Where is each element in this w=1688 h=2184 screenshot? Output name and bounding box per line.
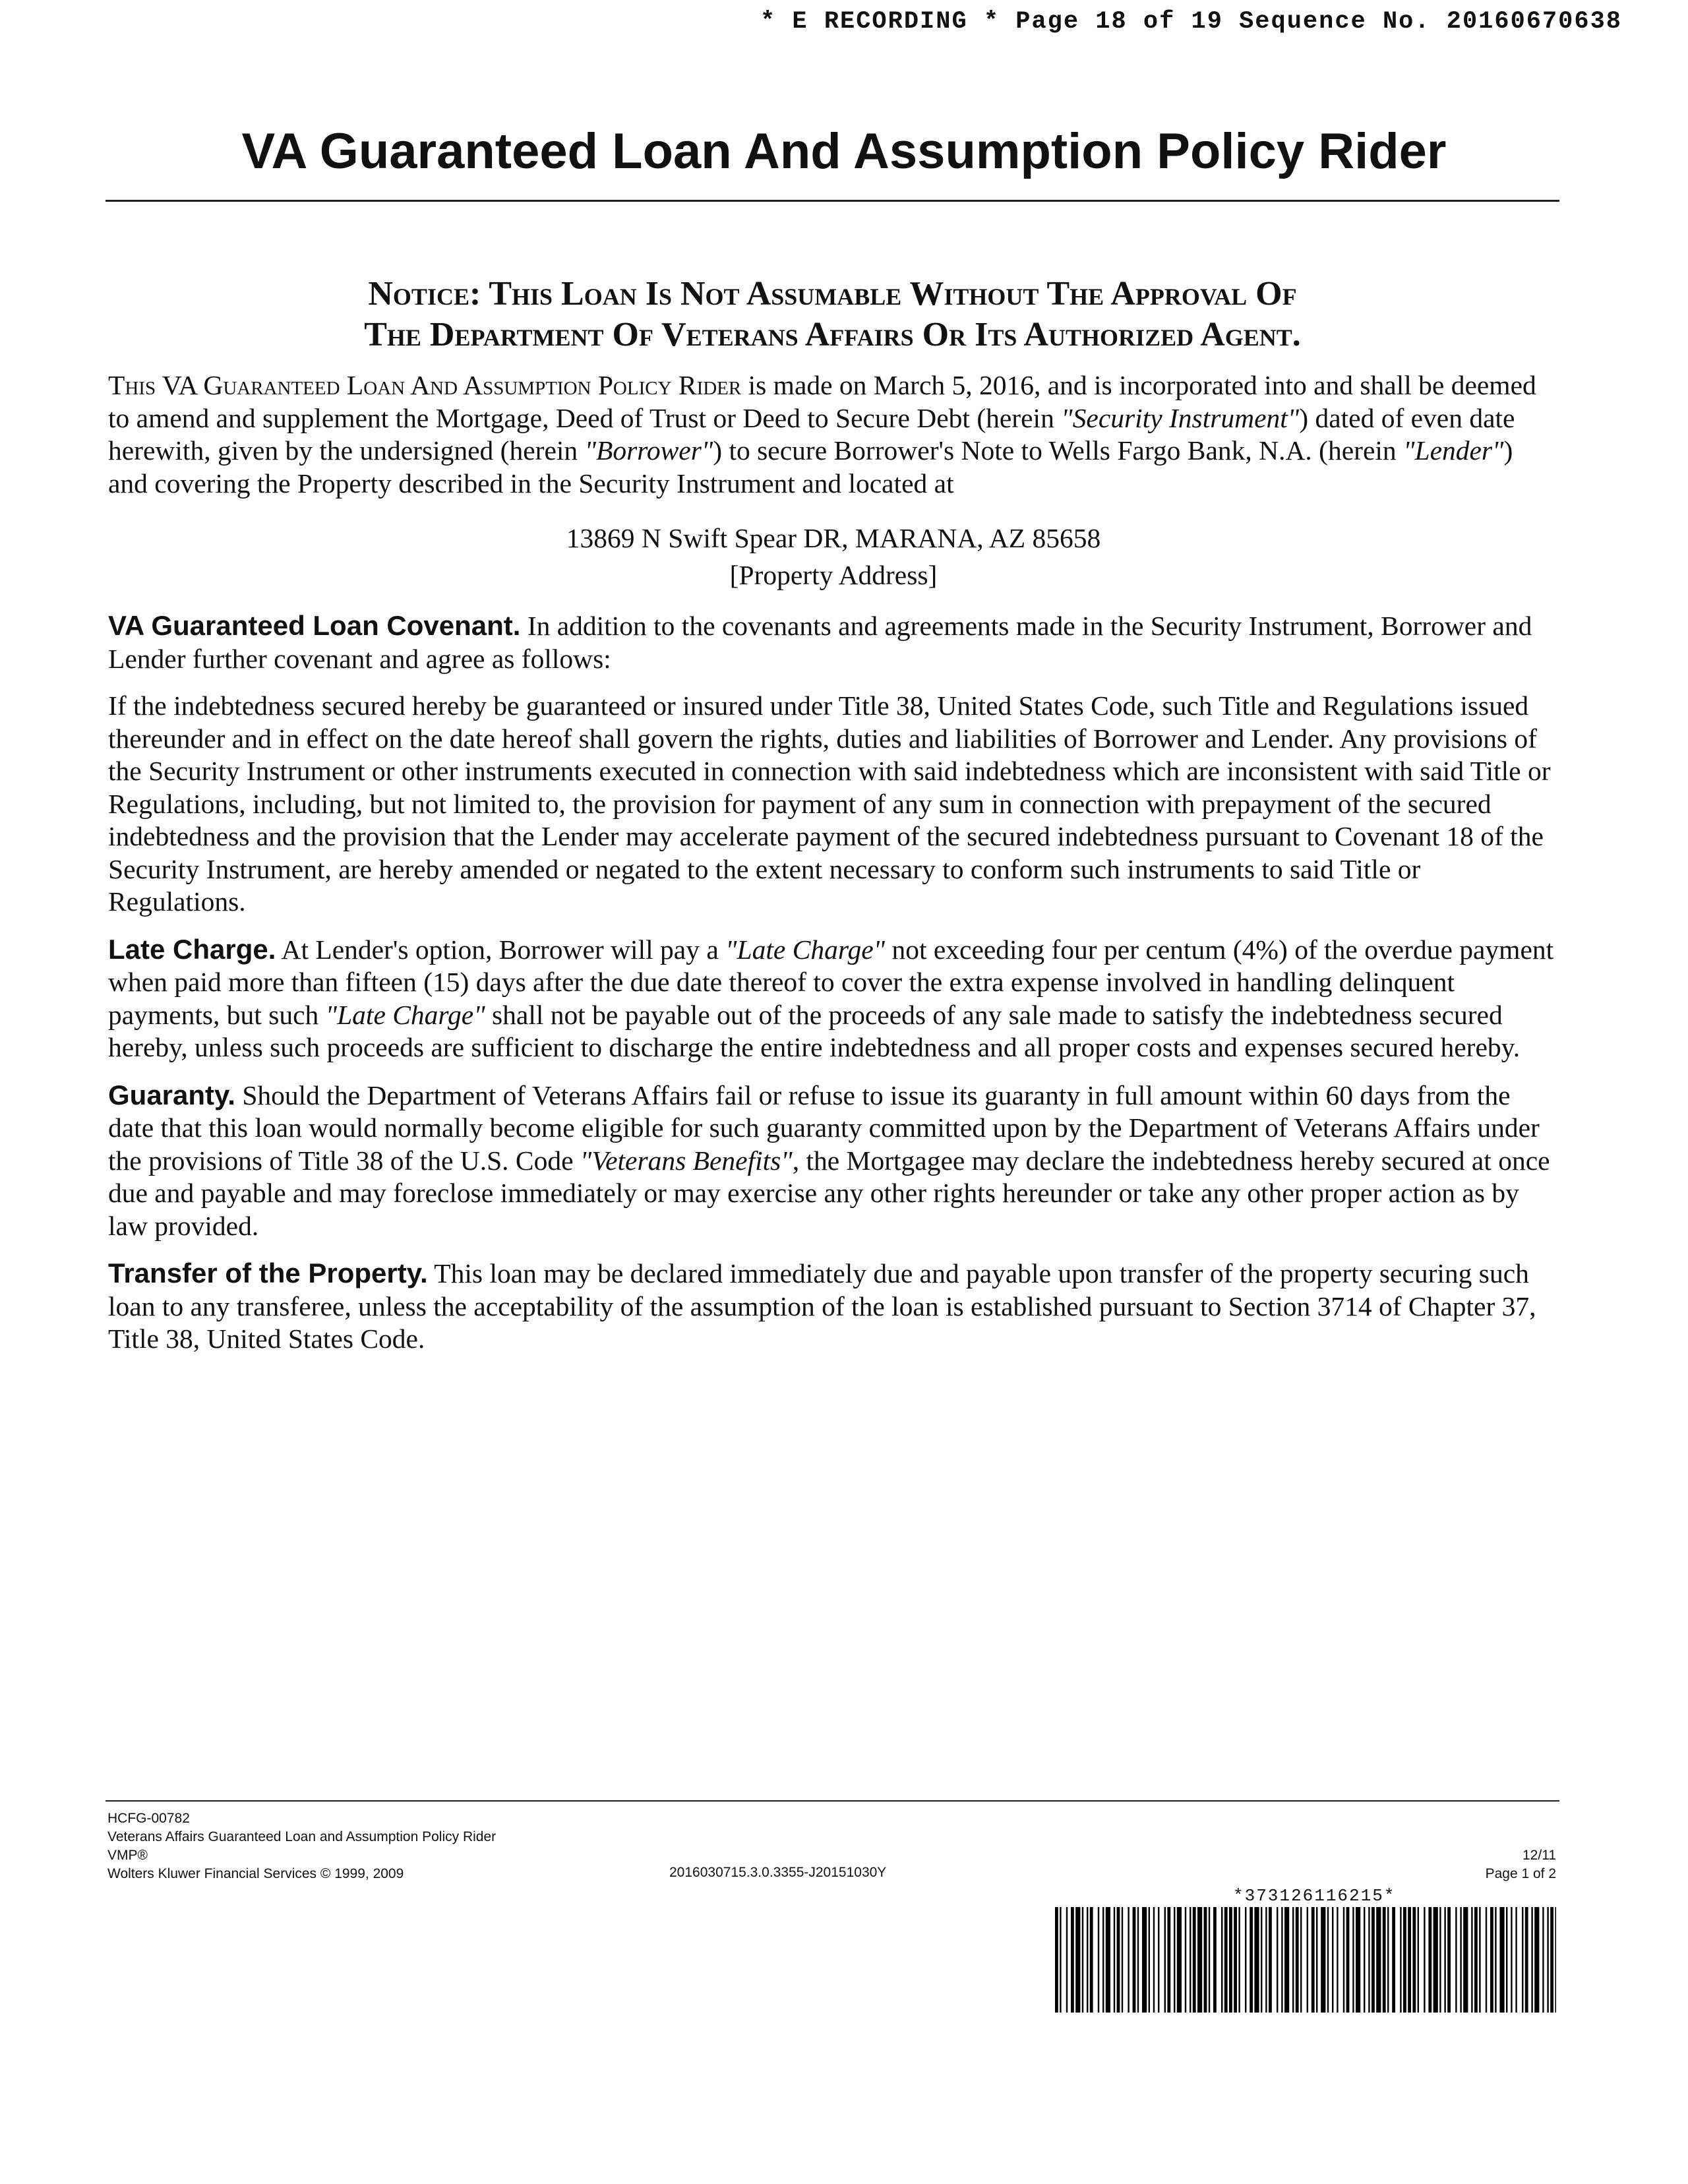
barcode-bar xyxy=(1245,1907,1246,2013)
intro-term-security-instrument: "Security Instrument" xyxy=(1061,402,1300,433)
barcode-bar xyxy=(1296,1907,1299,2013)
barcode-bar xyxy=(1167,1907,1170,2013)
barcode-bar xyxy=(1499,1907,1504,2013)
barcode-bar xyxy=(1444,1907,1445,2013)
barcode-bar xyxy=(1261,1907,1262,2013)
barcode-bar xyxy=(1534,1907,1539,2013)
recording-header: * E RECORDING * Page 18 of 19 Sequence No. 20160670638 xyxy=(760,8,1622,36)
barcode-bar xyxy=(1114,1907,1115,2013)
late-charge-term-1: "Late Charge" xyxy=(725,934,886,965)
late-charge-term-2: "Late Charge" xyxy=(325,999,485,1030)
barcode-bar xyxy=(1403,1907,1406,2013)
barcode-bar xyxy=(1250,1907,1253,2013)
barcode-bar xyxy=(1158,1907,1159,2013)
barcode-bar xyxy=(1542,1907,1544,2013)
intro-text-1: is made on March 5, 2016, and is incorporated into and shall be deemed to amend and supplement the Mortgage, Deed of Trust or Deed to Secure Debt (herein xyxy=(108,370,1536,433)
barcode-bar xyxy=(1122,1907,1123,2013)
barcode-bar xyxy=(1066,1907,1068,2013)
notice-line-2: The Department Of Veterans Affairs Or Its Authorized Agent. xyxy=(364,316,1301,353)
form-revision: 12/11 xyxy=(1522,1848,1556,1863)
footer-form-info xyxy=(107,1809,496,1883)
barcode-bar xyxy=(1511,1907,1512,2013)
barcode-bar xyxy=(1221,1907,1222,2013)
indebtedness-paragraph: If the indebtedness secured hereby be guaranteed or insured under Title 38, United States Code, such Title and Regulations issued thereunder and in effect on the date hereof shall govern the rights, duties and liabilities of Borrower and Lender. Any provisions of the Security Instrument or other instruments executed in connection with said indebtedness which are inconsistent with said Title or Regulations, including, but not limited to, the provision for payment of any sum in connection with prepayment of the secured indebtedness and the provision that the Lender may accelerate payment of the secured indebtedness pursuant to Covenant 18 of the Security Instrument, are hereby amended or negated to the extent necessary to conform such instruments to said Title or Regulations. xyxy=(108,690,1551,917)
barcode-bar xyxy=(1234,1907,1237,2013)
barcode-bar xyxy=(1142,1907,1147,2013)
transfer-paragraph xyxy=(108,1257,1559,1356)
late-charge-paragraph xyxy=(108,933,1559,1064)
barcode-bar xyxy=(1346,1907,1350,2013)
barcode-bar xyxy=(1327,1907,1329,2013)
barcode-bar xyxy=(1197,1907,1202,2013)
barcode-bar xyxy=(1455,1907,1457,2013)
barcode-bar xyxy=(1307,1907,1308,2013)
transfer-heading: Transfer of the Property. xyxy=(108,1258,428,1289)
notice-block xyxy=(106,274,1559,355)
guaranty-paragraph xyxy=(108,1079,1559,1243)
late-charge-text-3: shall not be payable out of the proceeds of any sale made to satisfy the indebtedness secured hereby, unless such proceeds are sufficient to discharge the entire indebtedness and all proper costs and expenses secured hereby. xyxy=(108,999,1521,1062)
barcode-bar xyxy=(1300,1907,1302,2013)
barcode-bar xyxy=(1364,1907,1365,2013)
barcode-bar xyxy=(1486,1907,1487,2013)
intro-paragraph xyxy=(108,369,1559,500)
barcode-bar xyxy=(1495,1907,1496,2013)
barcode-bar xyxy=(1376,1907,1381,2013)
barcode-bar xyxy=(1277,1907,1278,2013)
barcode-bar xyxy=(1392,1907,1395,2013)
barcode-bar xyxy=(1284,1907,1289,2013)
vmp-mark: VMP® xyxy=(107,1848,148,1863)
barcode-bar xyxy=(1128,1907,1129,2013)
barcode-bar xyxy=(1224,1907,1228,2013)
barcode-bar xyxy=(1106,1907,1110,2013)
barcode-bar xyxy=(1060,1907,1061,2013)
barcode-bar xyxy=(1149,1907,1150,2013)
notice-line-1: Notice: This Loan Is Not Assumable Without The Approval Of xyxy=(368,275,1297,313)
barcode-bar xyxy=(1269,1907,1272,2013)
property-address-block xyxy=(108,520,1559,593)
barcode-bar xyxy=(1137,1907,1139,2013)
barcode-bar xyxy=(1433,1907,1438,2013)
intro-term-borrower: "Borrower" xyxy=(584,435,713,466)
guaranty-term-veterans-benefits: "Veterans Benefits" xyxy=(580,1145,793,1176)
barcode-bar xyxy=(1439,1907,1441,2013)
barcode-bar xyxy=(1447,1907,1451,2013)
property-address-label: [Property Address] xyxy=(729,560,938,590)
barcode-bar xyxy=(1383,1907,1386,2013)
barcode-bar xyxy=(1479,1907,1480,2013)
barcode-bar xyxy=(1204,1907,1207,2013)
barcode-bar xyxy=(1321,1907,1325,2013)
form-code: HCFG-00782 xyxy=(107,1811,190,1826)
guaranty-heading: Guaranty. xyxy=(108,1079,235,1110)
barcode-bar xyxy=(1087,1907,1088,2013)
barcode-bar xyxy=(1332,1907,1333,2013)
late-charge-text-2: not exceeding four per centum (4%) of the overdue payment when paid more than fifteen (15) days after the due date thereof to cover the extra expense involved in handling delinquent payments, but such xyxy=(108,934,1554,1030)
barcode-bar xyxy=(1090,1907,1093,2013)
barcode-bar xyxy=(1522,1907,1523,2013)
barcode-bar xyxy=(1254,1907,1259,2013)
barcode-bar xyxy=(1098,1907,1099,2013)
barcode-bar xyxy=(1471,1907,1472,2013)
barcode-bar xyxy=(1408,1907,1411,2013)
barcode-bar xyxy=(1292,1907,1294,2013)
barcode-bar xyxy=(1075,1907,1080,2013)
intro-text-3: ) to secure Borrower's Note to Wells Fargo Bank, N.A. (herein xyxy=(713,435,1404,466)
page-number: Page 1 of 2 xyxy=(1485,1866,1556,1881)
intro-term-lender: "Lender" xyxy=(1403,435,1504,466)
form-name: Veterans Affairs Guaranteed Loan and Assumption Policy Rider xyxy=(107,1829,497,1844)
barcode-bar xyxy=(1153,1907,1155,2013)
barcode-bar xyxy=(1547,1907,1548,2013)
barcode-bar xyxy=(1525,1907,1528,2013)
barcode-bar xyxy=(1190,1907,1191,2013)
barcode-bar xyxy=(1133,1907,1136,2013)
barcode-bar xyxy=(1555,1907,1556,2013)
title-divider xyxy=(106,200,1559,202)
document-id: 2016030715.3.0.3355-J20151030Y xyxy=(669,1865,887,1880)
barcode-bar xyxy=(1531,1907,1532,2013)
guaranty-text-2: , the Mortgagee may declare the indebtedness hereby secured at once due and payable and may foreclose immediately or may exercise any other rights hereunder or take any other proper action as by law provided. xyxy=(108,1145,1550,1241)
barcode-bar xyxy=(1164,1907,1166,2013)
barcode-bar xyxy=(1463,1907,1468,2013)
covenant-heading: VA Guaranteed Loan Covenant. xyxy=(108,610,521,641)
barcode-bar xyxy=(1490,1907,1493,2013)
barcode-image xyxy=(1055,1907,1556,2013)
barcode-bar xyxy=(1229,1907,1232,2013)
barcode-bar xyxy=(1316,1907,1317,2013)
barcode-number: *373126116215* xyxy=(1233,1886,1396,1906)
document-title: VA Guaranteed Loan And Assumption Policy Rider xyxy=(241,123,1447,179)
barcode-bar xyxy=(1117,1907,1120,2013)
barcode-bar xyxy=(1213,1907,1217,2013)
document-body xyxy=(108,369,1559,1370)
barcode-bar xyxy=(1372,1907,1375,2013)
barcode-bar xyxy=(1082,1907,1083,2013)
barcode-bar xyxy=(1418,1907,1419,2013)
intro-text-2: ) dated of even date herewith, given by the undersigned (herein xyxy=(108,402,1515,466)
covenant-text: In addition to the covenants and agreements made in the Security Instrument, Borrower and Lender further covenant and agree as follows: xyxy=(108,611,1532,674)
intro-lead: This VA Guaranteed Loan And Assumption Policy Rider xyxy=(108,370,742,400)
barcode-bar xyxy=(1102,1907,1104,2013)
barcode-bar xyxy=(1177,1907,1182,2013)
intro-text-4: ) and covering the Property described in the Security Instrument and located at xyxy=(108,435,1513,499)
barcode-bar xyxy=(1311,1907,1315,2013)
barcode-bar xyxy=(1460,1907,1461,2013)
barcode-bar xyxy=(1337,1907,1338,2013)
barcode-bar xyxy=(1174,1907,1175,2013)
barcode-bar xyxy=(1356,1907,1360,2013)
property-address: 13869 N Swift Spear DR, MARANA, AZ 85658 xyxy=(566,523,1101,553)
barcode-bar xyxy=(1550,1907,1553,2013)
barcode-bar xyxy=(1412,1907,1416,2013)
barcode-bar xyxy=(1193,1907,1196,2013)
barcode-bar xyxy=(1387,1907,1389,2013)
barcode-bar xyxy=(1424,1907,1425,2013)
barcode-bar xyxy=(1055,1907,1058,2013)
copyright: Wolters Kluwer Financial Services © 1999, 2009 xyxy=(107,1866,404,1881)
covenant-paragraph xyxy=(108,609,1559,675)
barcode-bar xyxy=(1474,1907,1478,2013)
barcode-bar xyxy=(1400,1907,1401,2013)
guaranty-text-1: Should the Department of Veterans Affairs fail or refuse to issue its guaranty in full amount within 60 days from the date that this loan would normally become eligible for such guaranty committed upon by the Department of Veterans Affairs under the provisions of Title 38 of the U.S. Code xyxy=(108,1079,1540,1176)
barcode-bar xyxy=(1209,1907,1210,2013)
barcode-bar xyxy=(1352,1907,1354,2013)
barcode-bar xyxy=(1428,1907,1432,2013)
barcode-bar xyxy=(1071,1907,1074,2013)
barcode-bar xyxy=(1343,1907,1344,2013)
barcode-bar xyxy=(1185,1907,1186,2013)
barcode-bar xyxy=(1368,1907,1370,2013)
late-charge-text-1: At Lender's option, Borrower will pay a xyxy=(276,934,726,965)
late-charge-heading: Late Charge. xyxy=(108,933,276,965)
barcode-bar xyxy=(1281,1907,1282,2013)
barcode-bar xyxy=(1515,1907,1517,2013)
transfer-text: This loan may be declared immediately due and payable upon transfer of the property securing such loan to any transferee, unless the acceptability of the assumption of the loan is established pursuant to Section 3714 of Chapter 37, Title 38, United States Code. xyxy=(108,1258,1536,1354)
footer-divider xyxy=(106,1800,1559,1802)
barcode-bar xyxy=(1265,1907,1267,2013)
barcode-bar xyxy=(1238,1907,1240,2013)
barcode-bar xyxy=(1506,1907,1507,2013)
footer-page-info xyxy=(1486,1846,1556,1883)
